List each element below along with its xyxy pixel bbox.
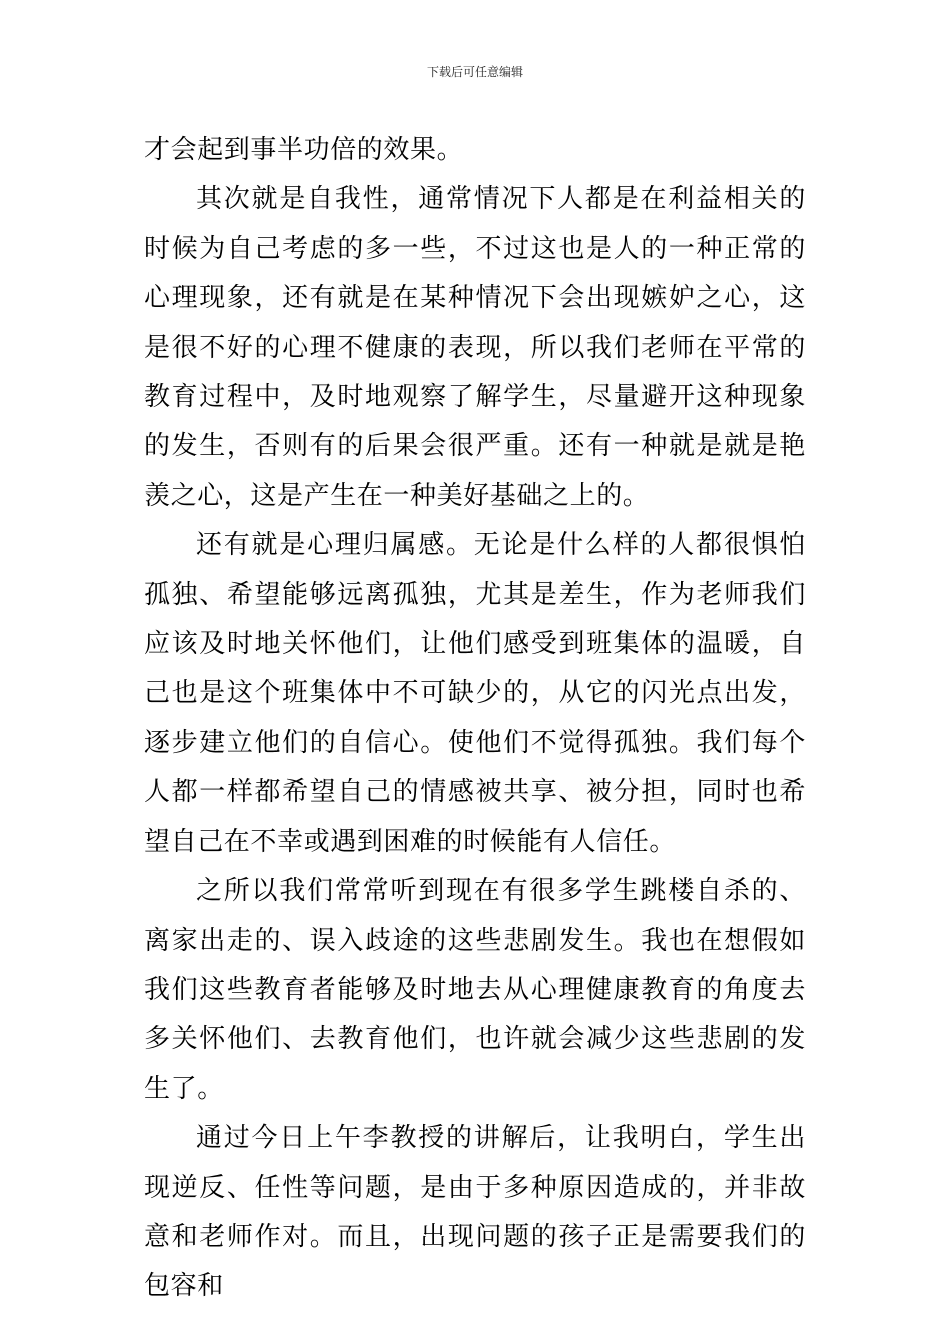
paragraph: 才会起到事半功倍的效果。 [144,135,464,165]
paragraph: 通过今日上午李教授的讲解后，让我明白，学生出现逆反、任性等问题，是由于多种原因造成的，并非故意和老师作对。而且，出现问题的孩子正是需要我们的包容和 [144,1123,806,1302]
paragraph: 其次就是自我性，通常情况下人都是在利益相关的时候为自己考虑的多一些，不过这也是人的一种正常的心理现象，还有就是在某种情况下会出现嫉妒之心，这是很不好的心理不健康的表现，所以我们老师在平常的教育过程中，及时地观察了解学生，尽量避开这种现象的发生，否则有的后果会很严重。还有一种就是就是艳羡之心，这是产生在一种美好基础之上的。 [144,184,806,511]
document-body [144,126,806,1312]
paragraph: 之所以我们常常听到现在有很多学生跳楼自杀的、离家出走的、误入歧途的这些悲剧发生。我也在想假如我们这些教育者能够及时地去从心理健康教育的角度去多关怀他们、去教育他们，也许就会减少这些悲剧的发生了。 [144,876,806,1104]
paragraph: 还有就是心理归属感。无论是什么样的人都很惧怕孤独、希望能够远离孤独，尤其是差生，作为老师我们应该及时地关怀他们，让他们感受到班集体的温暖，自己也是这个班集体中不可缺少的，从它的闪光点出发，逐步建立他们的自信心。使他们不觉得孤独。我们每个人都一样都希望自己的情感被共享、被分担，同时也希望自己在不幸或遇到困难的时候能有人信任。 [144,530,806,857]
page-header: 下载后可任意编辑 [426,65,523,79]
